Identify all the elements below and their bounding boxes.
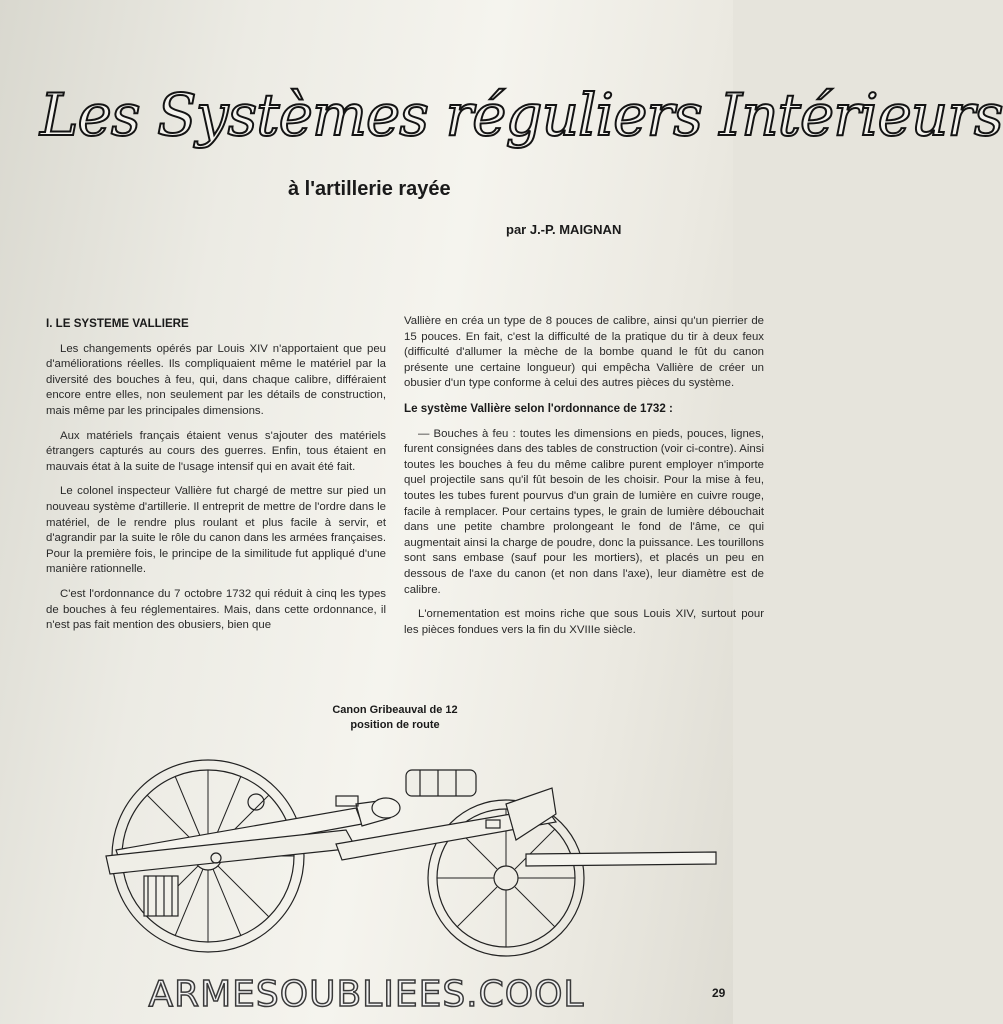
paragraph: Vallière en créa un type de 8 pouces de calibre, ainsi qu'un pierrier de 15 pouces. En fait, c'est la difficulté de la pratique du tir à deux feux (difficulté d'allumer la mèche de la bombe quand le fût du canon présente une certaine longueur) qui empêcha Vallière de créer un obusier d'un type conforme à celui des autres pièces du système.	[404, 315, 764, 390]
left-column	[46, 316, 386, 643]
right-column	[404, 314, 764, 647]
article-byline: par J.-P. MAIGNAN	[506, 222, 622, 237]
caption-line: position de route	[350, 719, 440, 731]
subsection-heading: Le système Vallière selon l'ordonnance de 1732 :	[404, 401, 673, 415]
section-heading: I. LE SYSTEME VALLIERE	[46, 317, 189, 330]
page-number: 29	[712, 986, 726, 1000]
paragraph: Les changements opérés par Louis XIV n'apportaient que peu d'améliorations réelles. Ils compliquaient même le matériel par la diversité des bouches à feu, qui, dans chaque calibre, différaient encore entre elles, non seulement par les détails de construction, mais même par les principales dimensions.	[46, 342, 386, 417]
cannon-illustration	[86, 748, 726, 960]
watermark: ARMESOUBLIEES.COOL	[148, 974, 585, 1015]
paragraph: — Bouches à feu : toutes les dimensions en pieds, pouces, lignes, furent consignées dans des tables de construction (voir ci-contre). Ainsi toutes les bouches à feu du même calibre purent employer n'importe quel projectile sans qu'il fût besoin de les choisir. Pour la mise à feu, toutes les tubes furent pourvus d'un grain de lumière en cuivre rouge, facile à remplacer. Pour certains types, le grain de lumière débouchait dans une petite chambre prolongeant le fond de l'âme, ce qui augmentait ainsi la charge de poudre, donc la puissance. Les tourillons sont sans embase (sauf pour les mortiers), et placés un peu en dessous de l'axe du canon (et non dans l'axe), leur diamètre est de calibre.	[404, 427, 764, 596]
paragraph: C'est l'ordonnance du 7 octobre 1732 qui réduit à cinq les types de bouches à feu réglementaires. Mais, dans cette ordonnance, il n'est pas fait mention des obusiers, bien que	[46, 587, 386, 632]
caption-line: Canon Gribeauval de 12	[332, 704, 458, 716]
article-subtitle: à l'artillerie rayée	[288, 178, 451, 200]
paragraph: Aux matériels français étaient venus s'ajouter des matériels étrangers capturés au cours des guerres. Enfin, tous étaient en mauvais état à la suite de l'usage intensif qui en avait été fait.	[46, 429, 386, 473]
paragraph: L'ornementation est moins riche que sous Louis XIV, surtout pour les pièces fondues vers la fin du XVIIIe siècle.	[404, 608, 764, 636]
article-title: Les Systèmes réguliers Intérieurs	[40, 81, 1003, 149]
paragraph: Le colonel inspecteur Vallière fut chargé de mettre sur pied un nouveau système d'artillerie. Il entreprit de mettre de l'ordre dans le matériel, de le rendre plus roulant et plus facile à servir, et d'agrandir par la suite le rôle du canon dans les armées françaises. Pour la première fois, le principe de la similitude fut appliqué d'une manière rationnelle.	[46, 485, 386, 576]
figure-caption	[300, 703, 490, 733]
